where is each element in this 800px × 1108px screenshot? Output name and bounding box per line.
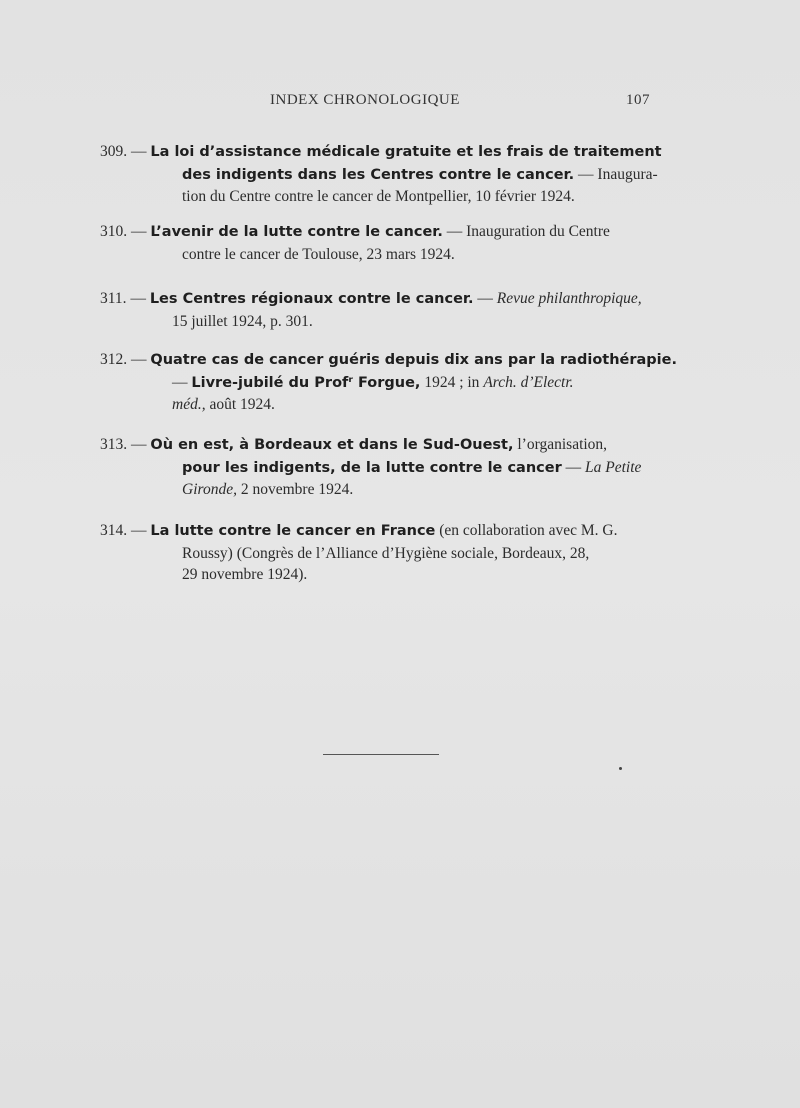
- entry-311: [100, 288, 655, 332]
- entry-dash: —: [131, 143, 147, 160]
- entry-source: Gironde,: [182, 481, 237, 498]
- entry-text: — Inaugura-: [578, 165, 658, 183]
- entry-line: [100, 394, 655, 416]
- entry-title-cont: des indigents dans les Centres contre le cancer.: [182, 166, 575, 183]
- entry-line: [100, 221, 655, 244]
- entry-line: 15 juillet 1924, p. 301.: [172, 312, 313, 330]
- entry-source: Arch. d’Electr.: [483, 373, 574, 391]
- section-divider: [323, 754, 439, 755]
- entry-number: 314.: [100, 522, 128, 539]
- entry-line: [100, 288, 655, 311]
- entry-314: [100, 520, 655, 586]
- entry-title: Où en est, à Bordeaux et dans le Sud-Ouest,: [150, 437, 514, 453]
- entry-310: [100, 221, 655, 265]
- entry-dash: —: [130, 290, 146, 307]
- entry-title: Quatre cas de cancer guéris depuis dix ans par la radiothérapie.: [150, 352, 677, 368]
- entry-title: Les Centres régionaux contre le cancer.: [149, 291, 474, 307]
- entry-title: L’avenir de la lutte contre le cancer.: [150, 224, 443, 240]
- entry-number: 313.: [100, 436, 128, 453]
- entry-line: [100, 372, 655, 395]
- entry-line: contre le cancer de Toulouse, 23 mars 1924.: [182, 245, 455, 263]
- entry-number: 312.: [100, 351, 128, 368]
- entry-text: l’organisation,: [517, 436, 608, 453]
- ink-speck: [619, 767, 622, 770]
- entry-source: Revue philanthropique,: [496, 290, 642, 307]
- page-number: 107: [626, 92, 650, 108]
- entry-number: 311.: [100, 290, 127, 307]
- entry-dash: —: [131, 522, 147, 539]
- entry-line: [100, 479, 655, 501]
- entry-line: [100, 164, 658, 187]
- entry-title: La loi d’assistance médicale gratuite et les frais de traitement: [150, 144, 662, 160]
- entry-312: [100, 349, 677, 416]
- entry-text: 2 novembre 1924.: [240, 481, 354, 498]
- entry-text: —: [477, 290, 493, 307]
- running-header: [0, 92, 800, 114]
- entry-text: 1924 ; in: [424, 373, 480, 391]
- entry-line: [100, 457, 655, 480]
- entry-dash: —: [172, 373, 188, 391]
- entry-text: (en collaboration avec M. G.: [439, 522, 618, 539]
- entry-text: —: [565, 458, 582, 476]
- entry-line: 29 novembre 1924).: [182, 566, 308, 583]
- entry-title-cont: Livre-jubilé du Profʳ Forgue,: [191, 374, 421, 391]
- entry-line: [100, 141, 662, 164]
- entry-source: méd.,: [172, 396, 206, 413]
- entry-text: — Inauguration du Centre: [446, 223, 610, 240]
- entry-title: La lutte contre le cancer en France: [150, 523, 436, 539]
- entry-line: [100, 349, 677, 372]
- entry-line: tion du Centre contre le cancer de Montpellier, 10 février 1924.: [182, 188, 575, 205]
- entry-title-cont: pour les indigents, de la lutte contre le cancer: [182, 459, 562, 476]
- entry-313: [100, 434, 655, 501]
- entry-dash: —: [131, 223, 147, 240]
- entry-source: La Petite: [584, 458, 642, 476]
- entry-line: [100, 520, 655, 543]
- entry-number: 310.: [100, 223, 128, 240]
- entry-309: [100, 141, 662, 208]
- entry-dash: —: [131, 436, 147, 453]
- header-title: INDEX CHRONOLOGIQUE: [270, 92, 460, 108]
- entry-line: [100, 434, 655, 457]
- entry-number: 309.: [100, 143, 128, 160]
- entry-text: août 1924.: [209, 396, 275, 413]
- entry-dash: —: [131, 351, 147, 368]
- entry-line: Roussy) (Congrès de l’Alliance d’Hygiène sociale, Bordeaux, 28,: [182, 544, 590, 562]
